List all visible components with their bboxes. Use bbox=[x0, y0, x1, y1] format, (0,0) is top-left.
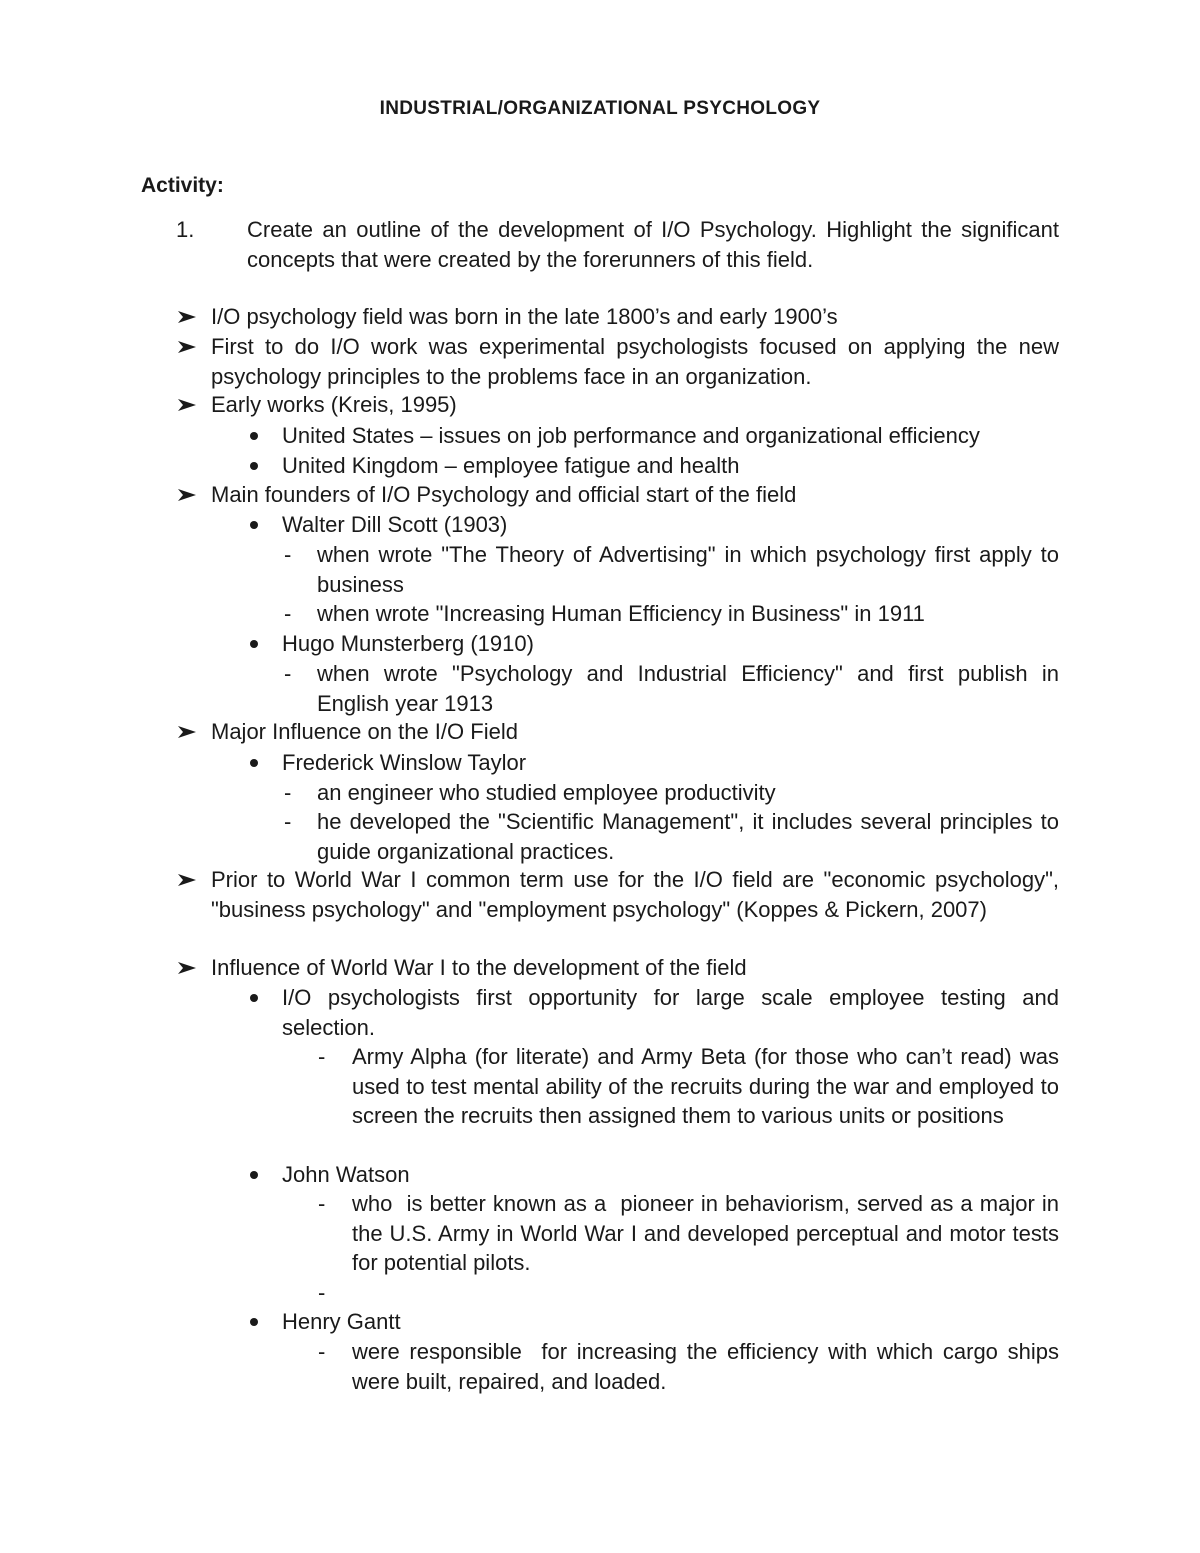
dash-marker: - bbox=[318, 1044, 326, 1069]
arrow-bullet-icon bbox=[176, 394, 198, 416]
task-number: 1. bbox=[176, 217, 195, 242]
dash-marker: - bbox=[284, 809, 292, 834]
page-title: INDUSTRIAL/ORGANIZATIONAL PSYCHOLOGY bbox=[379, 98, 821, 119]
outline-item: Major Influence on the I/O Field bbox=[211, 719, 518, 744]
outline-item: Early works (Kreis, 1995) bbox=[211, 392, 457, 417]
outline-detail: when wrote "Increasing Human Efficiency in Business" in 1911 bbox=[317, 601, 925, 626]
outline-item: I/O psychology field was born in the late 1800’s and early 1900’s bbox=[211, 304, 838, 329]
activity-heading: Activity: bbox=[141, 174, 224, 197]
dash-marker: - bbox=[318, 1280, 326, 1305]
bullet-dot-icon bbox=[250, 462, 258, 470]
outline-item: Influence of World War I to the development of the field bbox=[211, 955, 747, 980]
dash-marker: - bbox=[284, 661, 292, 686]
arrow-bullet-icon bbox=[176, 721, 198, 743]
bullet-dot-icon bbox=[250, 759, 258, 767]
outline-detail: when wrote "The Theory of Advertising" in which psychology first apply to business bbox=[317, 542, 1059, 597]
dash-marker: - bbox=[284, 780, 292, 805]
outline-detail: an engineer who studied employee productivity bbox=[317, 780, 776, 805]
dash-marker: - bbox=[284, 542, 292, 567]
bullet-dot-icon bbox=[250, 640, 258, 648]
outline-item: Main founders of I/O Psychology and official start of the field bbox=[211, 482, 797, 507]
bullet-dot-icon bbox=[250, 432, 258, 440]
dash-marker: - bbox=[318, 1339, 326, 1364]
dash-marker: - bbox=[318, 1191, 326, 1216]
arrow-bullet-icon bbox=[176, 957, 198, 979]
outline-subitem: John Watson bbox=[282, 1162, 410, 1187]
outline-subitem: Henry Gantt bbox=[282, 1309, 401, 1334]
bullet-dot-icon bbox=[250, 1171, 258, 1179]
outline-detail: Army Alpha (for literate) and Army Beta (for those who can’t read) was used to test mental ability of the recruits during the war and employed to screen the recruits then assigned them to various units or positions bbox=[352, 1044, 1059, 1128]
arrow-bullet-icon bbox=[176, 869, 198, 891]
outline-detail: who is better known as a pioneer in behaviorism, served as a major in the U.S. Army in World War I and developed perceptual and motor tests for potential pilots. bbox=[352, 1191, 1066, 1275]
outline-detail: he developed the "Scientific Management", it includes several principles to guide organizational practices. bbox=[317, 809, 1059, 864]
outline-detail: were responsible for increasing the efficiency with which cargo ships were built, repaired, and loaded. bbox=[352, 1339, 1066, 1394]
arrow-bullet-icon bbox=[176, 306, 198, 328]
outline-subitem: Walter Dill Scott (1903) bbox=[282, 512, 508, 537]
outline-item: First to do I/O work was experimental psychologists focused on applying the new psychology principles to the problems face in an organization. bbox=[211, 334, 1059, 389]
outline-subitem: United Kingdom – employee fatigue and health bbox=[282, 453, 740, 478]
outline-subitem: Frederick Winslow Taylor bbox=[282, 750, 527, 775]
outline-subitem: I/O psychologists first opportunity for large scale employee testing and selection. bbox=[282, 985, 1059, 1040]
bullet-dot-icon bbox=[250, 994, 258, 1002]
outline-item: Prior to World War I common term use for the I/O field are "economic psychology", "business psychology" and "employment psychology" (Koppes & Pickern, 2007) bbox=[211, 867, 1059, 922]
outline-subitem: United States – issues on job performance and organizational efficiency bbox=[282, 423, 980, 448]
arrow-bullet-icon bbox=[176, 336, 198, 358]
outline-detail: when wrote "Psychology and Industrial Efficiency" and first publish in English year 1913 bbox=[317, 661, 1059, 716]
bullet-dot-icon bbox=[250, 521, 258, 529]
dash-marker: - bbox=[284, 601, 292, 626]
outline-subitem: Hugo Munsterberg (1910) bbox=[282, 631, 534, 656]
task-text: Create an outline of the development of I/O Psychology. Highlight the significant concepts that were created by the forerunners of this field. bbox=[247, 217, 1059, 272]
bullet-dot-icon bbox=[250, 1318, 258, 1326]
arrow-bullet-icon bbox=[176, 484, 198, 506]
